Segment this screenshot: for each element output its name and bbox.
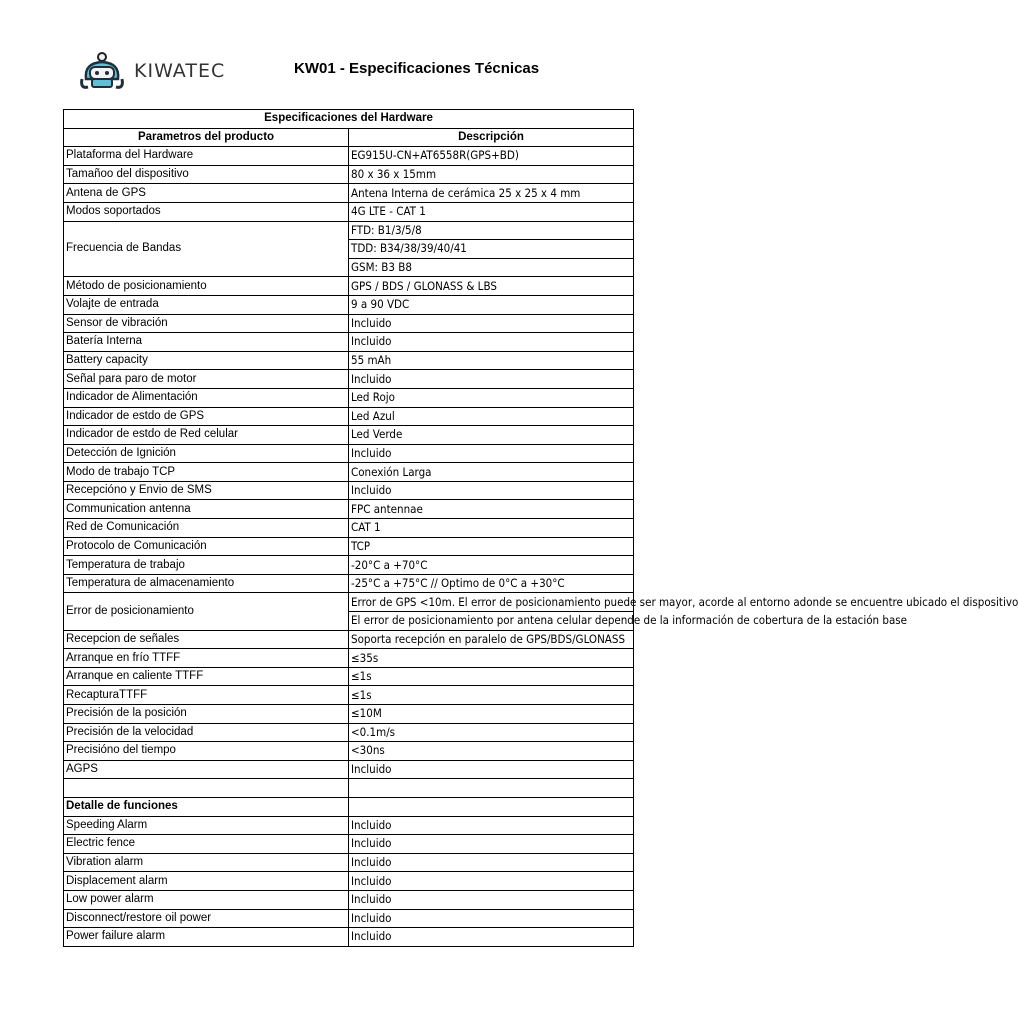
parameter-cell: Método de posicionamiento bbox=[64, 277, 349, 296]
document-title: KW01 - Especificaciones Técnicas bbox=[294, 60, 540, 77]
table-row bbox=[64, 481, 634, 500]
brand-name: KIWATEC bbox=[134, 59, 226, 82]
table-row bbox=[64, 407, 634, 426]
description-cell: Incluido bbox=[349, 760, 634, 779]
function-value-cell: Incluido bbox=[349, 928, 634, 947]
specifications-table bbox=[63, 109, 1018, 947]
table-row bbox=[64, 500, 634, 519]
function-value-cell: Incluido bbox=[349, 890, 634, 909]
section-title: Detalle de funciones bbox=[64, 797, 349, 816]
table-row bbox=[64, 574, 634, 593]
function-row bbox=[64, 835, 634, 854]
description-cell: FTD: B1/3/5/8 bbox=[349, 221, 634, 240]
table-row bbox=[64, 463, 634, 482]
table-row bbox=[64, 351, 634, 370]
parameter-cell: Protocolo de Comunicación bbox=[64, 537, 349, 556]
function-value-cell: Incluido bbox=[349, 835, 634, 854]
table-row bbox=[64, 165, 634, 184]
table-row bbox=[64, 444, 634, 463]
function-name-cell: Electric fence bbox=[64, 835, 349, 854]
parameter-cell: Volajte de entrada bbox=[64, 295, 349, 314]
parameter-cell: Recepcion de señales bbox=[64, 630, 349, 649]
function-value-cell: Incluido bbox=[349, 909, 634, 928]
table-row bbox=[64, 686, 634, 705]
description-cell: Led Verde bbox=[349, 426, 634, 445]
function-row bbox=[64, 816, 634, 835]
table-header-row bbox=[64, 128, 634, 147]
parameter-cell: Batería Interna bbox=[64, 333, 349, 352]
parameter-cell: Error de posicionamiento bbox=[64, 593, 349, 630]
table-row bbox=[64, 295, 634, 314]
function-name-cell: Disconnect/restore oil power bbox=[64, 909, 349, 928]
table-title: Especificaciones del Hardware bbox=[64, 110, 634, 129]
parameter-cell: Arranque en caliente TTFF bbox=[64, 667, 349, 686]
table-row bbox=[64, 760, 634, 779]
parameter-cell: Indicador de estdo de GPS bbox=[64, 407, 349, 426]
parameter-cell: Temperatura de almacenamiento bbox=[64, 574, 349, 593]
parameter-cell: Battery capacity bbox=[64, 351, 349, 370]
parameter-cell: Antena de GPS bbox=[64, 184, 349, 203]
parameter-cell: Señal para paro de motor bbox=[64, 370, 349, 389]
parameter-cell: Detección de Ignición bbox=[64, 444, 349, 463]
specifications-table-body bbox=[64, 110, 1018, 947]
parameter-cell: Modos soportados bbox=[64, 202, 349, 221]
function-row bbox=[64, 909, 634, 928]
table-row bbox=[64, 314, 634, 333]
table-row bbox=[64, 147, 634, 166]
table-row bbox=[64, 667, 634, 686]
table-row bbox=[64, 184, 634, 203]
table-row bbox=[64, 723, 634, 742]
description-cell: TDD: B34/38/39/40/41 bbox=[349, 240, 634, 259]
robot-logo-icon bbox=[78, 49, 126, 93]
parameter-cell: Arranque en frío TTFF bbox=[64, 649, 349, 668]
parameter-cell: Modo de trabajo TCP bbox=[64, 463, 349, 482]
description-cell: Led Azul bbox=[349, 407, 634, 426]
table-row bbox=[64, 649, 634, 668]
description-cell: Incluido bbox=[349, 333, 634, 352]
description-cell: 9 a 90 VDC bbox=[349, 295, 634, 314]
table-row bbox=[64, 426, 634, 445]
empty-cell bbox=[349, 779, 634, 798]
parameter-cell: Communication antenna bbox=[64, 500, 349, 519]
table-row bbox=[64, 388, 634, 407]
parameter-cell: Precisión de la velocidad bbox=[64, 723, 349, 742]
table-row bbox=[64, 202, 634, 221]
parameter-cell: Sensor de vibración bbox=[64, 314, 349, 333]
description-cell: CAT 1 bbox=[349, 519, 634, 538]
parameter-cell: Precisión de la posición bbox=[64, 705, 349, 724]
description-cell: ≤35s bbox=[349, 649, 634, 668]
empty-cell bbox=[64, 779, 349, 798]
description-cell: 4G LTE - CAT 1 bbox=[349, 202, 634, 221]
function-value-cell: Incluido bbox=[349, 816, 634, 835]
table-row bbox=[64, 630, 634, 649]
description-cell: El error de posicionamiento por antena celular depende de la información de cobertura de la estación base bbox=[349, 612, 634, 631]
description-cell: Incluido bbox=[349, 370, 634, 389]
table-row bbox=[64, 277, 634, 296]
function-value-cell: Incluido bbox=[349, 853, 634, 872]
function-row bbox=[64, 872, 634, 891]
function-name-cell: Low power alarm bbox=[64, 890, 349, 909]
description-cell: 55 mAh bbox=[349, 351, 634, 370]
section-header-row bbox=[64, 797, 634, 816]
description-cell: -20°C a +70°C bbox=[349, 556, 634, 575]
function-row bbox=[64, 853, 634, 872]
parameter-cell: Indicador de estdo de Red celular bbox=[64, 426, 349, 445]
description-cell: Incluido bbox=[349, 481, 634, 500]
parameter-cell: Precisióno del tiempo bbox=[64, 742, 349, 761]
parameter-cell: Indicador de Alimentación bbox=[64, 388, 349, 407]
column-header-description: Descripción bbox=[349, 128, 634, 147]
function-row bbox=[64, 890, 634, 909]
table-row bbox=[64, 556, 634, 575]
parameter-cell: Red de Comunicación bbox=[64, 519, 349, 538]
table-row bbox=[64, 742, 634, 761]
function-value-cell: Incluido bbox=[349, 872, 634, 891]
description-cell: Incluido bbox=[349, 444, 634, 463]
table-row bbox=[64, 370, 634, 389]
description-cell: -25°C a +75°C // Optimo de 0°C a +30°C bbox=[349, 574, 634, 593]
function-name-cell: Vibration alarm bbox=[64, 853, 349, 872]
description-cell: TCP bbox=[349, 537, 634, 556]
parameter-cell: Tamañoo del dispositivo bbox=[64, 165, 349, 184]
empty-cell bbox=[349, 797, 634, 816]
description-cell: Conexión Larga bbox=[349, 463, 634, 482]
table-row bbox=[64, 593, 634, 612]
description-cell: ≤10M bbox=[349, 705, 634, 724]
description-cell: GSM: B3 B8 bbox=[349, 258, 634, 277]
table-row bbox=[64, 221, 634, 240]
blank-row bbox=[64, 779, 634, 798]
description-cell: <30ns bbox=[349, 742, 634, 761]
kiwatec-logo bbox=[78, 48, 238, 93]
description-cell: Error de GPS <10m. El error de posicionamiento puede ser mayor, acorde al entorno adonde se encuentre ubicado el dispositivo bbox=[349, 593, 634, 612]
description-cell: Antena Interna de cerámica 25 x 25 x 4 mm bbox=[349, 184, 634, 203]
parameter-cell: Plataforma del Hardware bbox=[64, 147, 349, 166]
description-cell: Incluido bbox=[349, 314, 634, 333]
table-row bbox=[64, 537, 634, 556]
function-name-cell: Speeding Alarm bbox=[64, 816, 349, 835]
description-cell: <0.1m/s bbox=[349, 723, 634, 742]
table-row bbox=[64, 705, 634, 724]
description-cell: ≤1s bbox=[349, 686, 634, 705]
page-header bbox=[0, 0, 768, 105]
parameter-cell: Frecuencia de Bandas bbox=[64, 221, 349, 277]
parameter-cell: Recepcióno y Envio de SMS bbox=[64, 481, 349, 500]
description-cell: Soporta recepción en paralelo de GPS/BDS/GLONASS bbox=[349, 630, 634, 649]
description-cell: ≤1s bbox=[349, 667, 634, 686]
description-cell: FPC antennae bbox=[349, 500, 634, 519]
table-row bbox=[64, 333, 634, 352]
parameter-cell: RecapturaTTFF bbox=[64, 686, 349, 705]
function-row bbox=[64, 928, 634, 947]
parameter-cell: Temperatura de trabajo bbox=[64, 556, 349, 575]
description-cell: 80 x 36 x 15mm bbox=[349, 165, 634, 184]
parameter-cell: AGPS bbox=[64, 760, 349, 779]
table-row bbox=[64, 519, 634, 538]
description-cell: Led Rojo bbox=[349, 388, 634, 407]
function-name-cell: Displacement alarm bbox=[64, 872, 349, 891]
description-cell: GPS / BDS / GLONASS & LBS bbox=[349, 277, 634, 296]
table-title-row bbox=[64, 110, 634, 129]
column-header-parameter: Parametros del producto bbox=[64, 128, 349, 147]
description-cell: EG915U-CN+AT6558R(GPS+BD) bbox=[349, 147, 634, 166]
function-name-cell: Power failure alarm bbox=[64, 928, 349, 947]
